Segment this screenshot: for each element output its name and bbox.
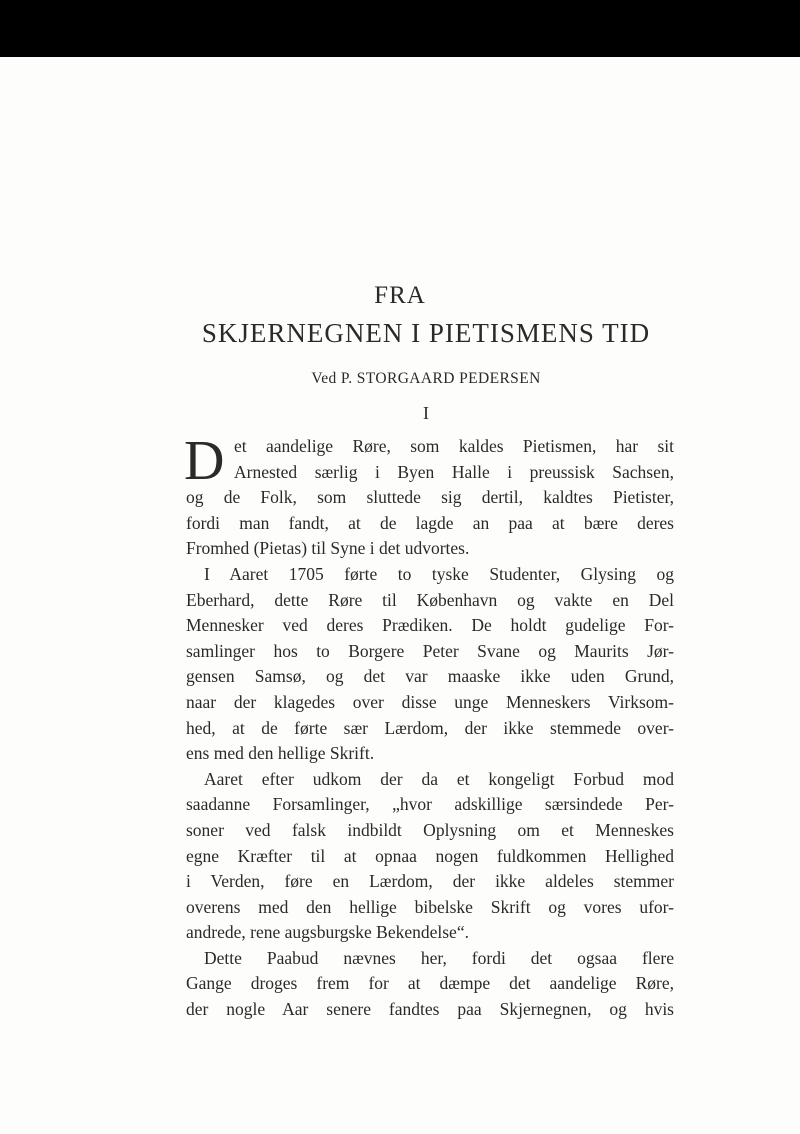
section-number: I xyxy=(423,403,429,423)
text-line: I Aaret 1705 førte to tyske Studenter, Glysing og xyxy=(204,563,674,584)
author-byline: Ved P. STORGAARD PEDERSEN xyxy=(311,370,541,387)
text-line: saadanne Forsamlinger, „hvor adskillige særsindede Per- xyxy=(186,794,674,815)
scan-top-border xyxy=(0,0,800,57)
text-line: ens med den hellige Skrift. xyxy=(186,743,375,764)
text-line: der nogle Aar senere fandtes paa Skjernegnen, og hvis xyxy=(186,999,674,1020)
text-line: Arnested særlig i Byen Halle i preussisk Sachsen, xyxy=(234,461,674,482)
text-line: hed, at de førte sær Lærdom, der ikke stemmede over- xyxy=(186,717,674,738)
text-line: Dette Paabud nævnes her, fordi det ogsaa flere xyxy=(204,947,674,968)
text-line: Fromhed (Pietas) til Syne i det udvortes. xyxy=(186,538,470,559)
text-line: Mennesker ved deres Prædiken. De holdt gudelige For- xyxy=(186,615,674,636)
text-line: egne Kræfter til at opnaa nogen fuldkommen Hellighed xyxy=(186,845,674,866)
text-line: fordi man fandt, at de lagde an paa at bære deres xyxy=(186,512,674,533)
text-line: overens med den hellige bibelske Skrift og vores ufor- xyxy=(186,896,674,917)
drop-cap: D xyxy=(184,430,225,492)
text-line: andrede, rene augsburgske Bekendelse“. xyxy=(186,922,469,943)
text-line: Eberhard, dette Røre til København og vakte en Del xyxy=(186,589,674,610)
text-line: samlinger hos to Borgere Peter Svane og Maurits Jør- xyxy=(186,640,674,661)
text-line: naar der klagedes over disse unge Menneskers Virksom- xyxy=(186,691,674,712)
text-line: soner ved falsk indbildt Oplysning om et Menneskes xyxy=(186,819,674,840)
text-line: og de Folk, som sluttede sig dertil, kaldtes Pietister, xyxy=(186,487,674,508)
text-line: Aaret efter udkom der da et kongeligt Forbud mod xyxy=(204,768,674,789)
article-body xyxy=(184,430,674,1023)
title-line-1: FRA xyxy=(374,282,426,309)
text-line: Gange droges frem for at dæmpe det aandelige Røre, xyxy=(186,973,674,994)
title-line-2: SKJERNEGNEN I PIETISMENS TID xyxy=(201,318,651,348)
text-line: gensen Samsø, og det var maaske ikke uden Grund, xyxy=(186,666,674,687)
text-line: i Verden, føre en Lærdom, der ikke aldeles stemmer xyxy=(186,871,674,892)
text-line-content: et aandelige Røre, som kaldes Pietismen, har sit xyxy=(234,436,674,456)
